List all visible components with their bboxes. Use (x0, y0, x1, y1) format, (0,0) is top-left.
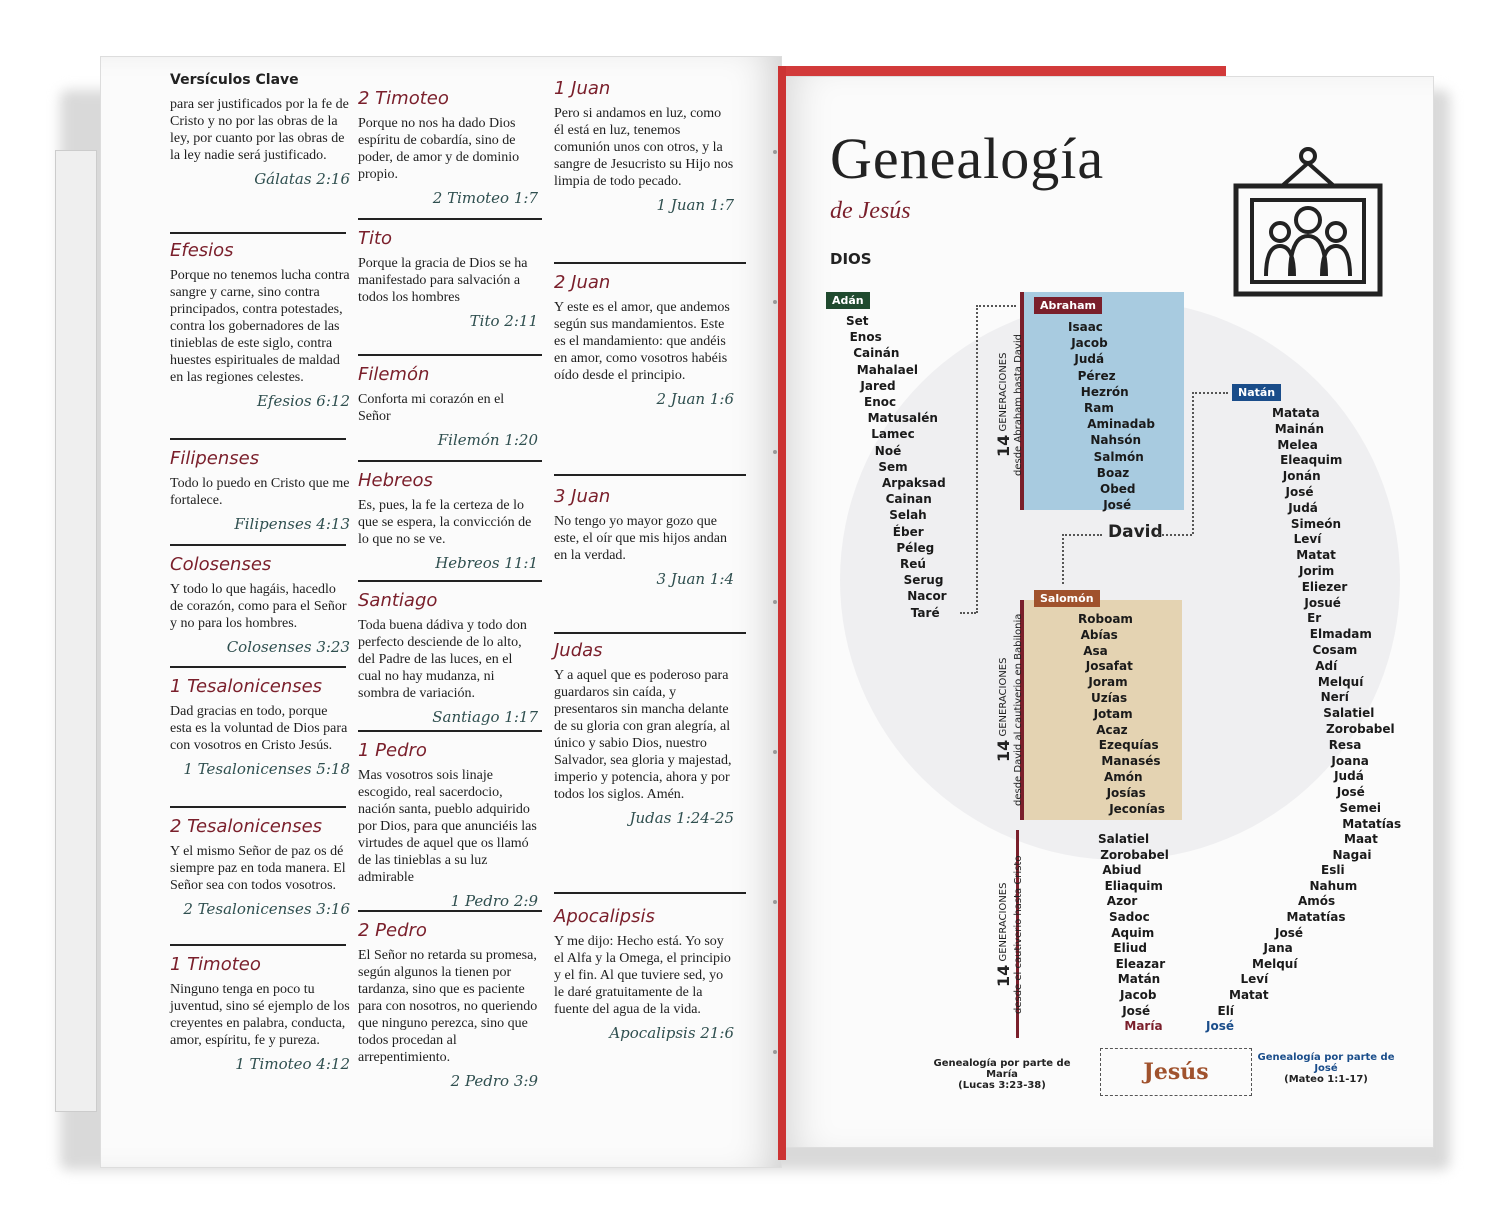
genealogy-name: Pérez (1077, 368, 1116, 383)
genealogy-name: Lamec (871, 427, 915, 442)
genealogy-name: José (1103, 498, 1132, 513)
genealogy-name: Salmón (1093, 449, 1144, 464)
genealogy-name: Amón (1104, 770, 1143, 784)
binding-stitch (773, 600, 777, 604)
section-title: Versículos Clave (170, 72, 299, 88)
book-name: 2 Timoteo (358, 88, 449, 109)
genealogy-name: Cosam (1312, 643, 1358, 657)
verse-reference: 1 Juan 1:7 (656, 196, 734, 214)
verse-entry (554, 78, 734, 214)
divider (170, 438, 346, 440)
verse-text: Porque la gracia de Dios se ha manifestado para salvación a todos los hombres (358, 256, 528, 305)
genealogy-name: Jacob (1120, 988, 1157, 1002)
genealogy-name: Joram (1088, 675, 1128, 690)
genealogy-name: Abías (1080, 627, 1118, 642)
divider (358, 460, 542, 462)
verse-text: Mas vosotros sois linaje escogido, real sacerdocio, nación santa, pueblo adquirido por Dios, para que anunciéis las virtudes de aquel que os llamó de las tinieblas a su luz admirable (358, 768, 537, 885)
genealogy-name: Josías (1106, 785, 1146, 800)
verse-reference: 2 Tesalonicenses 3:16 (183, 900, 350, 918)
verse-reference: 1 Timoteo 4:12 (235, 1055, 350, 1073)
genealogy-name: Josafat (1085, 659, 1133, 674)
connector (1062, 534, 1102, 536)
genealogy-name: Ezequías (1098, 738, 1159, 753)
gen-label-1: 14 GENERACIONES desde Abraham hasta David (994, 334, 1024, 476)
genealogy-name: José (1122, 1003, 1151, 1018)
book-name: Tito (358, 228, 393, 249)
genealogy-name: Péleg (896, 540, 935, 555)
genealogy-name: Eliezer (1301, 579, 1348, 594)
genealogy-name: Uzías (1091, 691, 1128, 705)
verse-text: Y todo lo que hagáis, hacedlo de corazón, como para el Señor y no para los hombres. (170, 582, 347, 631)
verse-reference: 1 Pedro 2:9 (450, 892, 538, 910)
genealogy-name: Roboam (1078, 612, 1133, 626)
page-title: Genealogía (830, 126, 1105, 191)
verse-entry (170, 96, 350, 188)
genealogy-name: Aquim (1111, 925, 1155, 940)
verse-reference: Efesios 6:12 (256, 392, 350, 410)
genealogy-name: Judá (1288, 500, 1318, 515)
verse-text: Ninguno tenga en poco tu juventud, sino sé ejemplo de los creyentes en palabra, conducta, amor, espíritu, fe y pureza. (170, 982, 350, 1048)
genealogy-name: Nahum (1309, 878, 1358, 893)
genealogy-name: José (1275, 925, 1303, 940)
genealogy-name: Noé (874, 443, 902, 458)
genealogy-name: Melquí (1317, 674, 1364, 689)
natan-tag: Natán (1232, 384, 1281, 401)
genealogy-name: Jotam (1093, 706, 1133, 721)
genealogy-name: Jeconías (1109, 801, 1166, 816)
genealogy-name: Aminadab (1087, 417, 1156, 432)
genealogy-name: Jana (1263, 941, 1293, 956)
genealogy-name: Cainan (885, 492, 932, 507)
genealogy-name: Jorim (1299, 564, 1335, 578)
genealogy-name: Esli (1321, 863, 1345, 878)
book-name: 3 Juan (554, 486, 611, 507)
verse-entry (554, 486, 734, 588)
book-name: 1 Juan (554, 78, 611, 99)
divider (554, 892, 746, 894)
divider (170, 666, 346, 668)
genealogy-name: Selah (889, 508, 927, 523)
genealogy-name: Boaz (1096, 465, 1130, 480)
gen-label-3: 14 GENERACIONES desde el cautiverio hasta Cristo (994, 855, 1024, 1015)
verse-reference: Filemón 1:20 (437, 431, 538, 449)
genealogy-name: Mainán (1274, 421, 1325, 436)
genealogy-name: Abiud (1102, 863, 1142, 878)
genealogy-name: Matata (1272, 406, 1320, 420)
verse-reference: 2 Timoteo 1:7 (432, 189, 538, 207)
verse-entry (358, 920, 538, 1090)
family-portrait-icon (1232, 146, 1384, 298)
genealogy-name: Simeón (1290, 516, 1342, 531)
book-name: 2 Tesalonicenses (170, 816, 323, 837)
genealogy-name: Zorobabel (1100, 847, 1169, 862)
book-name: 1 Timoteo (170, 954, 261, 975)
book-name: 1 Tesalonicenses (170, 676, 323, 697)
page-subtitle: de Jesús (830, 198, 911, 224)
genealogy-name: Elmadam (1309, 627, 1372, 642)
connector (976, 305, 978, 613)
divider (358, 910, 542, 912)
book-name: Filipenses (170, 448, 260, 469)
genealogy-name: Eliud (1113, 941, 1147, 956)
verse-text: Conforta mi corazón en el Señor (358, 392, 505, 424)
note-jose: Genealogía por parte de José (Mateo 1:1-17) (1257, 1052, 1395, 1085)
genealogy-name: Salatiel (1323, 706, 1375, 721)
book-name: Judas (554, 640, 603, 661)
verse-text: Y el mismo Señor de paz os dé siempre paz en toda manera. El Señor sea con todos vosotros. (170, 844, 346, 893)
genealogy-name: Matán (1117, 972, 1161, 987)
genealogy-name: Leví (1293, 532, 1322, 547)
genealogy-name: Matat (1296, 548, 1336, 563)
gen-label-2: 14 GENERACIONES desde David al cautiverio en Babilonia (994, 613, 1024, 807)
genealogy-name: Er (1307, 611, 1322, 626)
genealogy-name: Resa (1328, 737, 1362, 752)
verse-text: para ser justificados por la fe de Cristo y no por las obras de la ley, por cuanto por las obras de la ley nadie será justificado. (170, 97, 349, 163)
verse-entry (358, 470, 538, 572)
divider (554, 632, 746, 634)
genealogy-name: Sem (878, 459, 908, 474)
genealogy-name: Isaac (1068, 320, 1103, 334)
genealogy-name: Asa (1083, 643, 1108, 658)
divider (170, 806, 346, 808)
genealogy-name: Obed (1100, 482, 1136, 496)
divider (358, 354, 542, 356)
genealogy-name: Melea (1277, 437, 1318, 452)
genealogy-name: Josué (1304, 595, 1341, 610)
verse-reference: Tito 2:11 (469, 312, 538, 330)
genealogy-name: Taré (910, 605, 940, 620)
genealogy-name: Semei (1339, 801, 1382, 815)
connector (1062, 534, 1064, 584)
verse-text: Y me dijo: Hecho está. Yo soy el Alfa y la Omega, el principio y el fin. Al que tuviere sed, yo le daré gratuitamente de la fuente del agua de la vida. (554, 934, 731, 1017)
book-name: 2 Juan (554, 272, 611, 293)
connector (1192, 392, 1228, 394)
verse-text: Dad gracias en todo, porque esta es la voluntad de Dios para con vosotros en Cristo Jesús. (170, 704, 348, 753)
divider (358, 730, 542, 732)
genealogy-name: Matusalén (867, 411, 938, 426)
verse-entry (358, 590, 538, 726)
verse-entry (170, 448, 350, 533)
verse-text: Es, pues, la fe la certeza de lo que se espera, la convicción de lo que no se ve. (358, 498, 532, 547)
connector (1158, 534, 1192, 536)
verse-entry (358, 228, 538, 330)
divider (358, 218, 542, 220)
adam-tag: Adán (826, 292, 870, 309)
genealogy-name: Jared (860, 378, 896, 393)
genealogy-name: José (1336, 785, 1365, 800)
connector (960, 612, 976, 614)
verse-text: El Señor no retarda su promesa, según algunos la tienen por tardanza, sino que es paciente para con nosotros, no queriendo que ninguno perezca, sino que todos procedan al arrepentimiento. (358, 948, 538, 1065)
genealogy-name: Zorobabel (1326, 722, 1395, 736)
genealogy-name: José (1285, 485, 1314, 499)
verse-entry (358, 88, 538, 207)
verse-entry (170, 676, 350, 778)
genealogy-name: Maat (1344, 832, 1378, 846)
genealogy-name: Set (846, 314, 869, 328)
genealogy-name: Reú (900, 557, 926, 571)
genealogy-name: Nagai (1332, 847, 1372, 862)
genealogy-name: Matatías (1342, 816, 1402, 831)
genealogy-name: Eleazar (1115, 956, 1166, 971)
verse-entry (170, 240, 350, 410)
genealogy-name: Eleaquim (1280, 453, 1343, 468)
verse-reference: 1 Tesalonicenses 5:18 (183, 760, 350, 778)
verse-text: Porque no nos ha dado Dios espíritu de cobardía, sino de poder, de amor y de dominio propio. (358, 116, 520, 182)
genealogy-name: Serug (903, 573, 944, 588)
book-name: Filemón (358, 364, 430, 385)
binding-stitch (773, 150, 777, 154)
verse-entry (554, 640, 734, 827)
genealogy-name: María (1124, 1019, 1163, 1034)
verse-entry (358, 364, 538, 449)
david-label: David (1108, 522, 1163, 542)
book-name: Santiago (358, 590, 438, 611)
verse-reference: 3 Juan 1:4 (656, 570, 734, 588)
bookmark-strip (786, 66, 1226, 76)
genealogy-name: Azor (1106, 894, 1138, 909)
verse-reference: Santiago 1:17 (432, 708, 538, 726)
genealogy-name: Jonán (1282, 469, 1321, 484)
genealogy-name: Judá (1334, 769, 1364, 784)
genealogy-name: Manasés (1101, 754, 1161, 769)
verse-text: Y a aquel que es poderoso para guardaros sin caída, y presentaros sin mancha delante de su gloria con gran alegría, al único y sabio Dios, nuestro Salvador, sea gloria y majestad, imperio y potencia, ahora y por todos los siglos. Amén. (554, 668, 732, 802)
genealogy-name: Sadoc (1109, 910, 1150, 924)
genealogy-name: Arpaksad (882, 476, 946, 490)
divider (358, 580, 542, 582)
genealogy-name: Melquí (1252, 956, 1298, 971)
verse-text: Todo lo puedo en Cristo que me fortalece. (170, 476, 350, 508)
binding-stitch (773, 450, 777, 454)
verse-reference: Apocalipsis 21:6 (609, 1024, 734, 1042)
book-name: Efesios (170, 240, 234, 261)
binding-stitch (773, 300, 777, 304)
verse-reference: 2 Juan 1:6 (656, 390, 734, 408)
genealogy-name: Salatiel (1098, 832, 1150, 846)
abraham-tag: Abraham (1034, 297, 1102, 314)
verse-entry (554, 272, 734, 408)
verse-reference: Filipenses 4:13 (234, 515, 350, 533)
divider (170, 544, 346, 546)
verse-reference: Hebreos 11:1 (435, 554, 538, 572)
verse-reference: Gálatas 2:16 (254, 170, 350, 188)
verse-text: Pero si andamos en luz, como él está en luz, tenemos comunión unos con otros, y la sangre de Jesucristo su Hijo nos limpia de todo pecado. (554, 106, 734, 189)
binding-stitch (773, 1050, 777, 1054)
verse-reference: Judas 1:24-25 (629, 809, 734, 827)
genealogy-name: Eliaquim (1104, 878, 1163, 893)
verse-text: No tengo yo mayor gozo que este, el oír que mis hijos andan en la verdad. (554, 514, 728, 563)
genealogy-name: Matat (1229, 988, 1269, 1002)
genealogy-name: Amós (1298, 894, 1336, 909)
verse-reference: Colosenses 3:23 (226, 638, 350, 656)
book-name: Hebreos (358, 470, 433, 491)
note-maria: Genealogía por parte de María (Lucas 3:23-38) (933, 1058, 1071, 1091)
book-name: Colosenses (170, 554, 272, 575)
genealogy-name: Nacor (907, 589, 947, 604)
divider (554, 262, 746, 264)
genealogy-name: Adí (1315, 658, 1338, 673)
book-spine (778, 66, 786, 1160)
genealogy-name: Éber (892, 524, 924, 539)
book-cover-edge (55, 150, 97, 1112)
divider (170, 944, 346, 946)
connector (1192, 392, 1194, 534)
genealogy-name: Ram (1084, 401, 1114, 415)
verse-entry (554, 906, 734, 1042)
verse-text: Porque no tenemos lucha contra sangre y carne, sino contra principados, contra potestades, contra los gobernadores de las tinieblas de este siglo, contra huestes espirituales de maldad en las regiones celestes. (170, 268, 350, 385)
genealogy-name: Mahalael (856, 362, 918, 377)
verse-entry (170, 816, 350, 918)
genealogy-name: Hezrón (1080, 384, 1129, 399)
root-label: DIOS (830, 250, 872, 268)
divider (554, 474, 746, 476)
verse-reference: 2 Pedro 3:9 (450, 1072, 538, 1090)
binding-stitch (773, 750, 777, 754)
binding-stitch (773, 900, 777, 904)
book-name: Apocalipsis (554, 906, 655, 927)
genealogy-name: Acaz (1096, 722, 1128, 737)
genealogy-name: Leví (1240, 972, 1269, 987)
verse-entry (170, 954, 350, 1073)
genealogy-name: José (1206, 1019, 1234, 1034)
genealogy-name: Cainán (853, 346, 900, 361)
divider (170, 232, 346, 234)
verse-text: Toda buena dádiva y todo don perfecto desciende de lo alto, del Padre de las luces, en el cual no hay mudanza, ni sombra de variación. (358, 618, 527, 701)
verse-entry (358, 740, 538, 910)
genealogy-name: Jacob (1071, 336, 1108, 351)
book-name: 1 Pedro (358, 740, 427, 761)
genealogy-name: Nerí (1320, 690, 1349, 705)
salomon-tag: Salomón (1034, 590, 1100, 607)
genealogy-name: Nahsón (1090, 433, 1142, 448)
genealogy-name: Matatías (1286, 910, 1346, 924)
verse-entry (170, 554, 350, 656)
genealogy-name: Elí (1217, 1003, 1234, 1018)
jesus-box: Jesús (1100, 1048, 1252, 1096)
book-name: 2 Pedro (358, 920, 427, 941)
genealogy-name: Enoc (864, 395, 897, 409)
connector (976, 305, 1016, 307)
genealogy-name: Judá (1074, 352, 1105, 367)
genealogy-name: Enos (849, 330, 882, 345)
verse-text: Y este es el amor, que andemos según sus mandamientos. Este es el mandamiento: que andéis en amor, como vosotros habéis oído desde el principio. (554, 300, 730, 383)
genealogy-name: Joana (1331, 753, 1369, 768)
